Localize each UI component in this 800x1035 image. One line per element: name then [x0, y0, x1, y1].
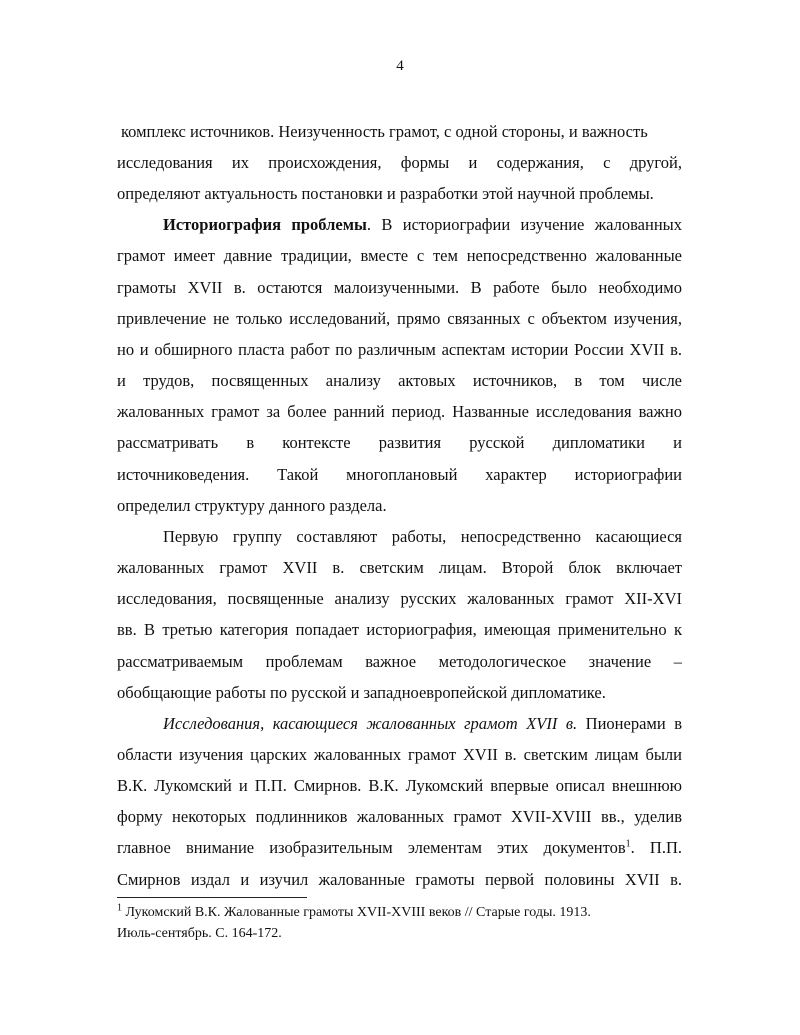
body-line: исследования, посвященные анализу русских жалованных грамот XII-XVI [117, 589, 682, 608]
body-line: В.К. Лукомский и П.П. Смирнов. В.К. Лукомский впервые описал внешнюю [117, 776, 682, 795]
footnote-line: Июль-сентябрь. С. 164-172. [117, 926, 282, 941]
subsection-heading-line [163, 714, 682, 744]
body-line: грамоты XVII в. остаются малоизученными. В работе было необходимо [117, 278, 682, 297]
body-line: определяют актуальность постановки и разработки этой научной проблемы. [117, 184, 654, 203]
section-heading-line [163, 215, 682, 245]
body-line: исследования их происхождения, формы и содержания, с другой, [117, 153, 682, 172]
body-line: но и обширного пласта работ по различным аспектам истории России XVII в. [117, 340, 682, 359]
page-number: 4 [396, 58, 404, 74]
body-line: области изучения царских жалованных грамот XVII в. светским лицам были [117, 745, 682, 764]
body-line: источниковедения. Такой многоплановый характер историографии [117, 465, 682, 484]
body-line: Первую группу составляют работы, непосредственно касающиеся [163, 527, 682, 546]
body-line: и трудов, посвященных анализу актовых источников, в том числе [117, 371, 682, 390]
footnote-marker: 1 [117, 902, 122, 914]
subsection-heading: Исследования, касающиеся жалованных грамот XVII в. [163, 714, 578, 733]
body-text: . П.П. [630, 838, 682, 857]
section-heading: Историография проблемы [163, 215, 367, 234]
body-line: комплекс источников. Неизученность грамот, с одной стороны, и важность [121, 122, 648, 141]
body-line: форму некоторых подлинников жалованных грамот XVII-XVIII вв., уделив [117, 807, 682, 826]
body-text: . В историографии изучение жалованных [366, 215, 682, 234]
body-text: Пионерами в [577, 714, 682, 733]
footnote-text: Лукомский В.К. Жалованные грамоты XVII-XVIII веков // Старые годы. 1913. [122, 905, 591, 920]
body-line: жалованных грамот за более ранний период. Названные исследования важно [117, 402, 682, 421]
body-line: Смирнов издал и изучил жалованные грамоты первой половины XVII в. [117, 870, 682, 889]
body-line: вв. В третью категория попадает историография, имеющая применительно к [117, 620, 682, 639]
body-line: определил структуру данного раздела. [117, 496, 387, 515]
body-line: рассматривать в контексте развития русской дипломатики и [117, 433, 682, 452]
body-line: привлечение не только исследований, прямо связанных с объектом изучения, [117, 309, 682, 328]
footnote-line [117, 902, 682, 921]
body-text: главное внимание изобразительным элементам этих документов [117, 838, 626, 857]
body-line-with-footnote [117, 838, 682, 868]
footnote-divider [117, 897, 307, 898]
body-line: обобщающие работы по русской и западноевропейской дипломатике. [117, 683, 606, 702]
footnote-reference[interactable]: 1 [625, 838, 631, 850]
body-line: жалованных грамот XVII в. светским лицам. Второй блок включает [117, 558, 682, 577]
body-line: грамот имеет давние традиции, вместе с тем непосредственно жалованные [117, 246, 682, 265]
body-line: рассматриваемым проблемам важное методологическое значение – [117, 652, 682, 671]
